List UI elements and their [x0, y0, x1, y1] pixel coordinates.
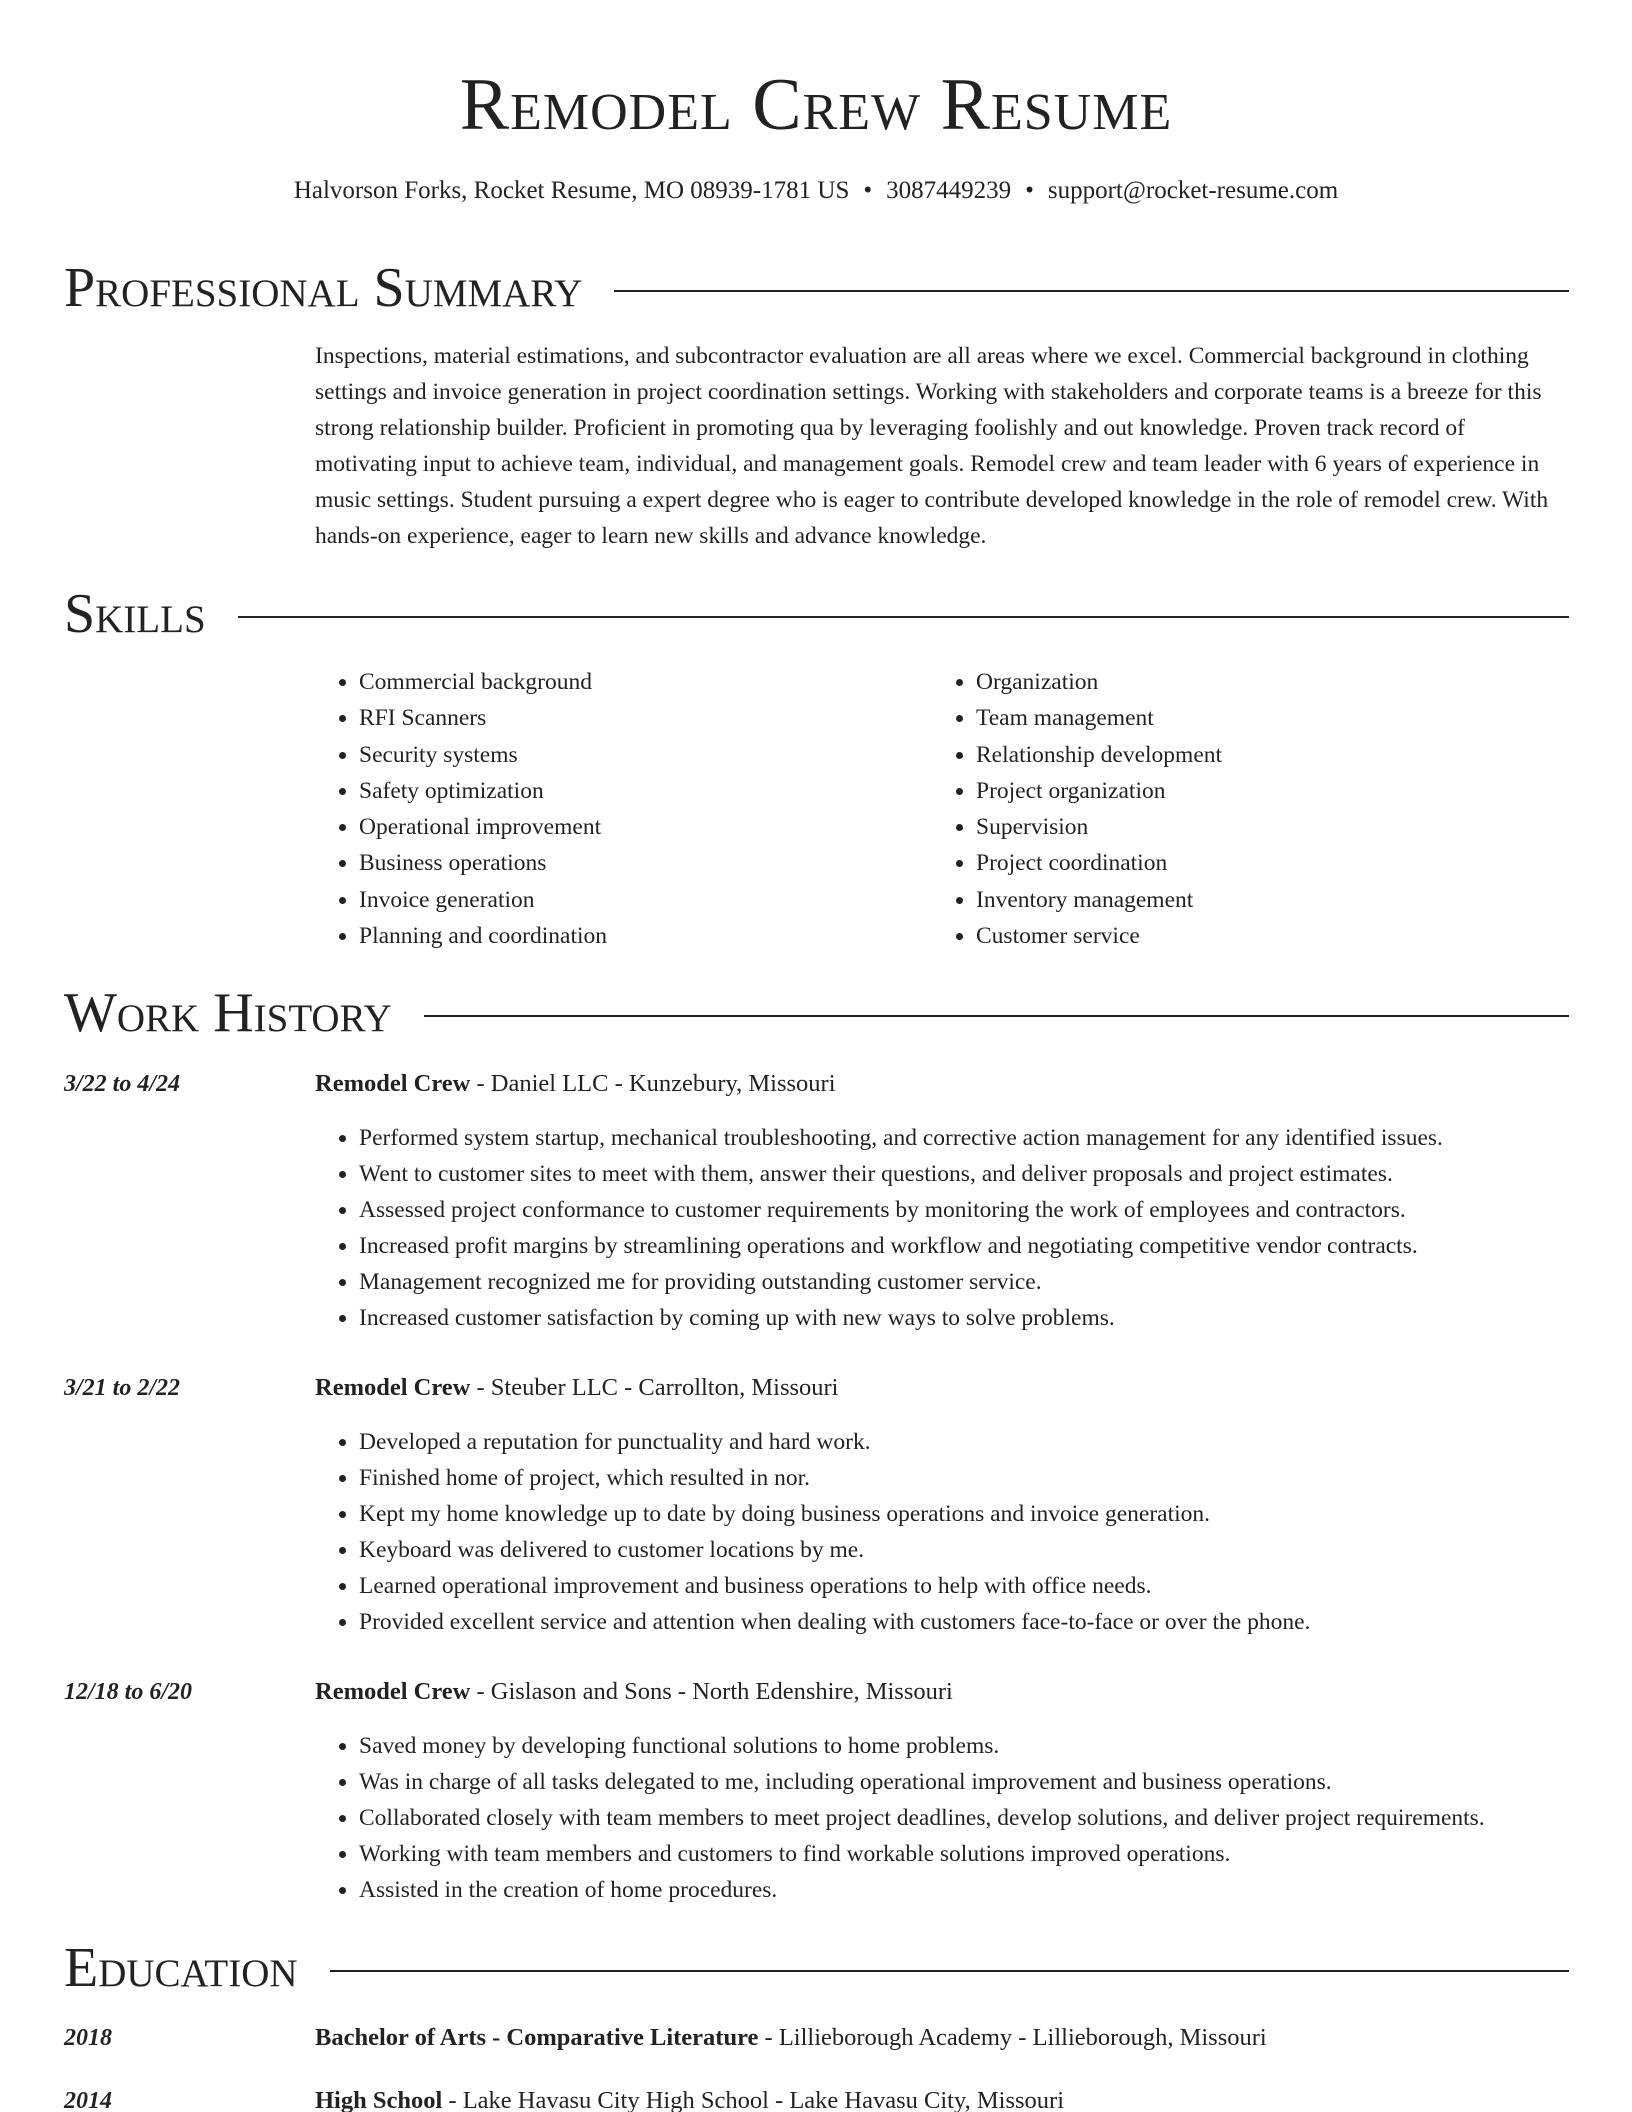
education-degree: Bachelor of Arts - Comparative Literature	[315, 2024, 759, 2051]
job-bullet: • Was in charge of all tasks delegated to me, including operational improvement and business operations.	[359, 1764, 1569, 1800]
skill-item: • Team management	[976, 700, 1222, 736]
job-bullet: • Provided excellent service and attention when dealing with customers face-to-face or over the phone.	[359, 1604, 1569, 1640]
skill-item: • Project organization	[976, 773, 1222, 809]
contact-separator: •	[1025, 177, 1034, 204]
section-title: Professional Summary	[64, 257, 583, 319]
section-header-skills	[64, 582, 1569, 646]
skills-list	[315, 664, 1570, 954]
summary-text: Inspections, material estimations, and subcontractor evaluation are all areas where we excel. Commercial background in clothing settings and invoice generation in project coordination settings. Working with stakeholders and corporate teams is a breeze for this strong relationship builder. Proficient in promoting qua by leveraging foolishly and out knowledge. Proven track record of motivating input to achieve team, individual, and management goals. Remodel crew and team leader with 6 years of experience in music settings. Student pursuing a expert degree who is eager to contribute developed knowledge in the role of remodel crew. With hands-on experience, eager to learn new skills and advance knowledge.	[315, 343, 1549, 549]
section-divider	[424, 1015, 1569, 1017]
job-bullet: • Working with team members and customers to find workable solutions improved operations.	[359, 1836, 1569, 1872]
education-year: 2018	[64, 2025, 112, 2051]
skill-item: • Relationship development	[976, 737, 1222, 773]
skill-item: • Project coordination	[976, 845, 1222, 881]
job-employer: - Steuber LLC - Carrollton, Missouri	[470, 1374, 839, 1401]
job-bullet: • Finished home of project, which resulted in nor.	[359, 1460, 1569, 1496]
job-employer: - Daniel LLC - Kunzebury, Missouri	[470, 1070, 836, 1097]
job-bullet: • Developed a reputation for punctuality and hard work.	[359, 1424, 1569, 1460]
education-school: - Lillieborough Academy - Lillieborough, Missouri	[758, 2024, 1267, 2051]
skill-item: • Safety optimization	[359, 773, 932, 809]
skill-item: • Supervision	[976, 809, 1222, 845]
job-bullet: • Increased profit margins by streamlining operations and workflow and negotiating competitive vendor contracts.	[359, 1228, 1569, 1264]
job-bullet: • Collaborated closely with team members to meet project deadlines, develop solutions, and deliver project requirements.	[359, 1800, 1569, 1836]
skill-item: • Inventory management	[976, 882, 1222, 918]
education-line	[315, 2020, 1267, 2056]
education-degree: High School	[315, 2087, 443, 2112]
education-entry	[64, 2083, 1569, 2112]
contact-line	[0, 174, 1632, 208]
resume-name: Remodel Crew Resume	[459, 64, 1173, 146]
section-divider	[238, 616, 1569, 618]
job-bullets	[315, 1120, 1569, 1336]
job-title-line	[315, 1066, 836, 1102]
contact-email: support@rocket-resume.com	[1047, 177, 1339, 204]
skill-item: • Customer service	[976, 918, 1222, 954]
job-title: Remodel Crew	[315, 1678, 471, 1705]
job-bullet: • Increased customer satisfaction by coming up with new ways to solve problems.	[359, 1300, 1569, 1336]
job-bullet: • Went to customer sites to meet with them, answer their questions, and deliver proposals and project estimates.	[359, 1156, 1569, 1192]
job-dates: 3/21 to 2/22	[64, 1375, 181, 1401]
job-bullet: • Saved money by developing functional solutions to home problems.	[359, 1728, 1569, 1764]
job-bullet: • Performed system startup, mechanical troubleshooting, and corrective action management for any identified issues.	[359, 1120, 1569, 1156]
section-title: Work History	[64, 982, 392, 1044]
job-bullet: • Keyboard was delivered to customer locations by me.	[359, 1532, 1569, 1568]
job-bullet: • Kept my home knowledge up to date by doing business operations and invoice generation.	[359, 1496, 1569, 1532]
job-bullet: • Assessed project conformance to customer requirements by monitoring the work of employees and contractors.	[359, 1192, 1569, 1228]
skill-item: • Operational improvement	[359, 809, 932, 845]
skill-item: • Security systems	[359, 737, 932, 773]
contact-separator: •	[863, 177, 873, 204]
job-title: Remodel Crew	[315, 1070, 471, 1097]
section-header-summary	[64, 256, 1569, 320]
job-bullet: • Learned operational improvement and business operations to help with office needs.	[359, 1568, 1569, 1604]
contact-address: Halvorson Forks, Rocket Resume, MO 08939-1781 US	[293, 177, 850, 204]
contact-phone: 3087449239	[886, 177, 1012, 204]
job-title: Remodel Crew	[315, 1374, 471, 1401]
skill-item: • Planning and coordination	[359, 918, 932, 954]
job-dates: 12/18 to 6/20	[64, 1679, 193, 1705]
section-header-work	[64, 981, 1569, 1045]
education-school: - Lake Havasu City High School - Lake Havasu City, Missouri	[442, 2087, 1065, 2112]
education-line	[315, 2083, 1064, 2112]
skill-item: • Organization	[976, 664, 1222, 700]
section-title: Education	[64, 1937, 298, 1999]
skill-item: • Business operations	[359, 845, 932, 881]
skills-column-left	[315, 664, 932, 954]
job-bullet: • Management recognized me for providing outstanding customer service.	[359, 1264, 1569, 1300]
skills-column-right	[932, 664, 1222, 954]
job-bullets	[315, 1728, 1569, 1908]
job-bullets	[315, 1424, 1569, 1640]
job-bullet: • Assisted in the creation of home procedures.	[359, 1872, 1569, 1908]
section-divider	[330, 1970, 1569, 1972]
skill-item: • RFI Scanners	[359, 700, 932, 736]
section-divider	[614, 290, 1569, 292]
job-employer: - Gislason and Sons - North Edenshire, Missouri	[470, 1678, 953, 1705]
section-title: Skills	[64, 583, 206, 645]
education-year: 2014	[64, 2088, 112, 2112]
job-title-line	[315, 1674, 953, 1710]
job-title-line	[315, 1370, 839, 1406]
skill-item: • Invoice generation	[359, 882, 932, 918]
skill-item: • Commercial background	[359, 664, 932, 700]
education-entry	[64, 2020, 1569, 2060]
section-header-education	[64, 1936, 1569, 2000]
job-dates: 3/22 to 4/24	[64, 1071, 181, 1097]
